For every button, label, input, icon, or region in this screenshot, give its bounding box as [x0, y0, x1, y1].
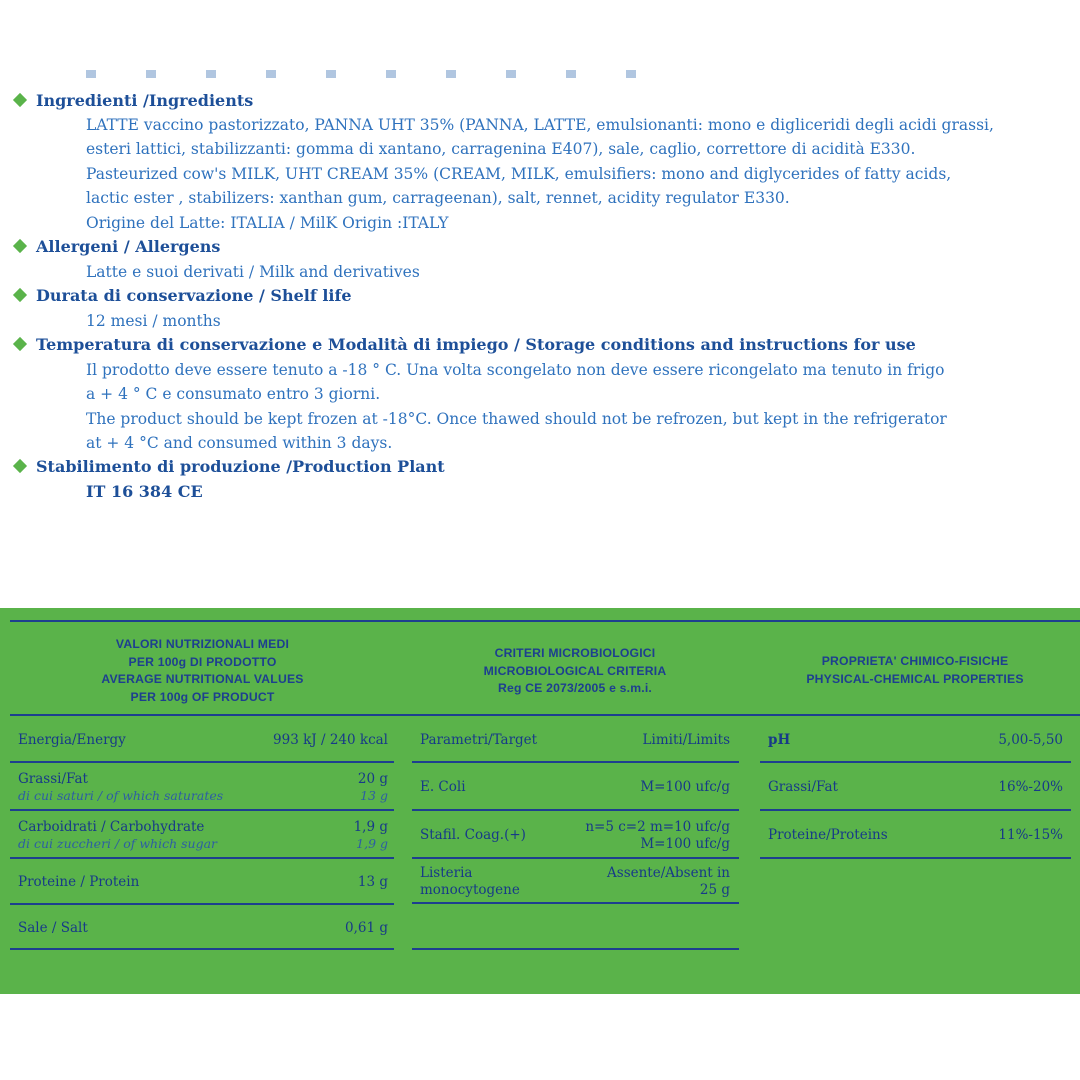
row-rule — [10, 761, 394, 763]
nutrition-sub-value: 1,9 g — [356, 836, 388, 851]
micro-label: monocytogene — [420, 882, 520, 898]
chem-label: pH — [768, 732, 791, 748]
row-rule — [760, 809, 1071, 811]
row-rule — [10, 903, 394, 905]
micro-label: Listeria — [420, 865, 473, 881]
bullet-diamond-icon — [13, 337, 27, 351]
micro-header: CRITERI MICROBIOLOGICI MICROBIOLOGICAL CRITERIA Reg CE 2073/2005 e s.m.i. — [483, 646, 667, 695]
section-ingredients — [0, 90, 1080, 235]
section-heading: Allergeni / Allergens — [36, 237, 221, 256]
nutrition-sub-label: di cui zuccheri / of which sugar — [18, 836, 218, 851]
section-heading: Durata di conservazione / Shelf life — [36, 286, 352, 305]
micro-label: Parametri/Target — [420, 732, 538, 748]
nutrition-sub-label: di cui saturi / of which saturates — [18, 788, 224, 803]
nutrition-value: 0,61 g — [345, 920, 388, 936]
bullet-diamond-icon — [13, 459, 27, 473]
body-line: Il prodotto deve essere tenuto a -18 ° C. Una volta scongelato non deve essere ricongelato ma tenuto in frigo — [86, 361, 945, 379]
micro-value: Assente/Absent in — [607, 865, 730, 881]
chem-header: PROPRIETA' CHIMICO-FISICHE PHYSICAL-CHEMICAL PROPERTIES — [806, 654, 1024, 686]
micro-value: M=100 ufc/g — [640, 836, 730, 852]
section-allergens — [0, 236, 1080, 284]
body-line: Origine del Latte: ITALIA / MilK Origin :ITALY — [86, 213, 449, 232]
section-storage — [0, 334, 1080, 456]
row-rule — [412, 761, 739, 763]
row-rule — [10, 809, 394, 811]
nutrition-value: 1,9 g — [353, 819, 388, 835]
row-rule — [412, 902, 739, 904]
nutrition-value: 20 g — [357, 771, 388, 787]
row-rule — [412, 948, 739, 950]
nutrition-label: Energia/Energy — [18, 732, 126, 748]
body-line: at + 4 °C and consumed within 3 days. — [86, 434, 393, 453]
body-line: LATTE vaccino pastorizzato, PANNA UHT 35% (PANNA, LATTE, emulsionanti: mono e digliceridi degli acidi grassi, — [86, 116, 994, 134]
nutrition-panel — [0, 608, 1080, 994]
bullet-diamond-icon — [13, 93, 27, 107]
nutrition-value: 993 kJ / 240 kcal — [273, 732, 388, 748]
body-line: lactic ester , stabilizers: xanthan gum, carrageenan), salt, rennet, acidity regulator E330. — [86, 189, 790, 208]
bullet-diamond-icon — [13, 288, 27, 302]
micro-value: Limiti/Limits — [642, 732, 730, 748]
row-rule — [760, 761, 1071, 763]
body-line: Pasteurized cow's MILK, UHT CREAM 35% (CREAM, MILK, emulsifiers: mono and diglycerides of fatty acids, — [86, 164, 952, 183]
nutrition-sub-value: 13 g — [360, 788, 388, 803]
cropped-text-line — [86, 70, 686, 78]
micro-value: 25 g — [699, 882, 730, 898]
bullet-diamond-icon — [13, 239, 27, 253]
row-rule — [412, 809, 739, 811]
section-shelf-life — [0, 285, 1080, 333]
micro-label: E. Coli — [420, 779, 466, 795]
row-rule — [10, 857, 394, 859]
chem-value: 5,00-5,50 — [998, 732, 1063, 748]
nutrition-label: Proteine / Protein — [18, 874, 140, 890]
body-line: 12 mesi / months — [86, 312, 221, 330]
micro-value: n=5 c=2 m=10 ufc/g — [585, 819, 730, 835]
nutrition-value: 13 g — [357, 874, 388, 890]
section-heading: Stabilimento di produzione /Production Plant — [36, 457, 445, 476]
chem-value: 11%-15% — [998, 827, 1063, 843]
micro-label: Stafil. Coag.(+) — [420, 827, 526, 843]
body-line: Latte e suoi derivati / Milk and derivatives — [86, 263, 420, 281]
row-rule — [10, 948, 394, 950]
row-rule — [412, 857, 739, 859]
chem-label: Grassi/Fat — [768, 779, 838, 795]
nutrition-label: Grassi/Fat — [18, 771, 88, 787]
body-line: a + 4 ° C e consumato entro 3 giorni. — [86, 385, 381, 404]
row-rule — [760, 857, 1071, 859]
nutrition-label: Carboidrati / Carbohydrate — [18, 819, 205, 835]
plant-code: IT 16 384 CE — [86, 482, 203, 501]
body-line: esteri lattici, stabilizzanti: gomma di xantano, carragenina E407), sale, caglio, correttore di acidità E330. — [86, 140, 916, 159]
section-heading: Temperatura di conservazione e Modalità di impiego / Storage conditions and instructions for use — [36, 335, 916, 354]
nutrition-label: Sale / Salt — [18, 920, 88, 936]
micro-value: M=100 ufc/g — [640, 779, 730, 795]
section-production-plant — [0, 456, 1080, 504]
panel-top-rule — [10, 620, 1080, 622]
body-line: The product should be kept frozen at -18°C. Once thawed should not be refrozen, but kept in the refrigerator — [86, 409, 947, 428]
nutrition-header: VALORI NUTRIZIONALI MEDI PER 100g DI PRODOTTO AVERAGE NUTRITIONAL VALUES PER 100g OF PRODUCT — [101, 637, 304, 704]
section-heading: Ingredienti /Ingredients — [36, 91, 254, 110]
header-bottom-rule — [10, 714, 1080, 716]
chem-label: Proteine/Proteins — [768, 827, 888, 843]
chem-value: 16%-20% — [998, 779, 1063, 795]
